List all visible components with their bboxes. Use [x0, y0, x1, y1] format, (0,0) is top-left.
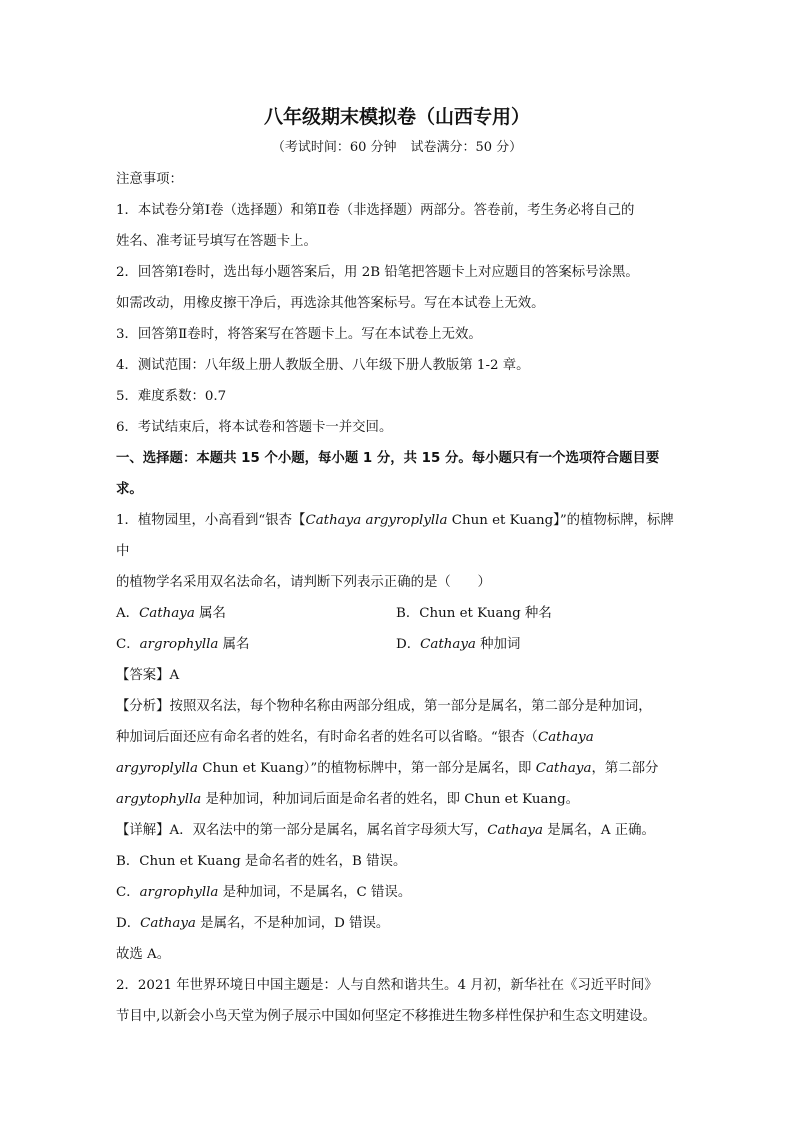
- exam-info: [116, 134, 678, 162]
- options-row: [116, 629, 678, 660]
- question-2-stem-cont: 节目中,以新会小鸟天堂为例子展示中国如何坚定不移推进生物多样性保护和生态文明建设。: [116, 1009, 656, 1024]
- notice-line: 1．本试卷分第Ⅰ卷（选择题）和第Ⅱ卷（非选择题）两部分。答卷前，考生务必将自己的: [116, 203, 635, 218]
- analysis-line: argyroplylla Chun et Kuang）”的植物标牌中，第一部分是属名，即 Cathaya，第二部分: [116, 761, 659, 776]
- exam-time: （考试时间：60 分钟: [271, 140, 397, 155]
- analysis-line: 种加词后面还应有命名者的姓名，有时命名者的姓名可以省略。“银杏（Cathaya: [116, 730, 594, 745]
- option-a: A．Cathaya 属名: [116, 606, 226, 621]
- analysis-line: 【分析】按照双名法，每个物种名称由两部分组成，第一部分是属名，第二部分是种加词，: [116, 699, 652, 714]
- option-c: C．argrophylla 属名: [116, 637, 250, 652]
- question-1-stem-cont: 的植物学名采用双名法命名，请判断下列表示正确的是（ ）: [116, 575, 491, 590]
- notice-line: 姓名、准考证号填写在答题卡上。: [116, 234, 317, 249]
- section-heading: 一、选择题：本题共 15 个小题，每小题 1 分，共 15 分。每小题只有一个选项符合题目要: [116, 451, 660, 466]
- detail-line: D．Cathaya 是属名，不是种加词，D 错误。: [116, 916, 390, 931]
- detail-line: C．argrophylla 是种加词，不是属名，C 错误。: [116, 885, 412, 900]
- detail-line: 【详解】A．双名法中的第一部分是属名，属名首字母须大写，Cathaya 是属名，A 正确。: [116, 823, 655, 838]
- conclusion: 故选 A。: [116, 947, 171, 962]
- option-b: B．Chun et Kuang 种名: [396, 606, 552, 621]
- question-2-stem: 2．2021 年世界环境日中国主题是：人与自然和谐共生。4 月初，新华社在《习近平时间》: [116, 978, 658, 993]
- section-heading-cont: 求。: [116, 482, 143, 497]
- question-1-stem: 1．植物园里，小高看到“银杏【Cathaya argyroplylla Chun et Kuang】”的植物标牌，标牌中: [116, 513, 674, 559]
- page-title: 八年级期末模拟卷（山西专用）: [263, 106, 530, 128]
- notice-line: 2．回答第Ⅰ卷时，选出每小题答案后，用 2B 铅笔把答题卡上对应题目的答案标号涂黑。: [116, 265, 639, 280]
- notice-heading: 注意事项：: [116, 172, 183, 187]
- notice-line: 5．难度系数：0.7: [116, 389, 227, 404]
- notice-line: 6．考试结束后，将本试卷和答题卡一并交回。: [116, 420, 393, 435]
- analysis-line: argytophylla 是种加词，种加词后面是命名者的姓名，即 Chun et Kuang。: [116, 792, 580, 807]
- exam-score: 试卷满分：50 分）: [410, 140, 523, 155]
- notice-line: 4．测试范围：八年级上册人教版全册、八年级下册人教版第 1-2 章。: [116, 358, 530, 373]
- detail-line: B．Chun et Kuang 是命名者的姓名，B 错误。: [116, 854, 407, 869]
- notice-line: 3．回答第Ⅱ卷时，将答案写在答题卡上。写在本试卷上无效。: [116, 327, 482, 342]
- options-row: [116, 598, 678, 629]
- option-d: D．Cathaya 种加词: [396, 637, 521, 652]
- notice-line: 如需改动，用橡皮擦干净后，再选涂其他答案标号。写在本试卷上无效。: [116, 296, 545, 311]
- answer: 【答案】A: [116, 668, 180, 683]
